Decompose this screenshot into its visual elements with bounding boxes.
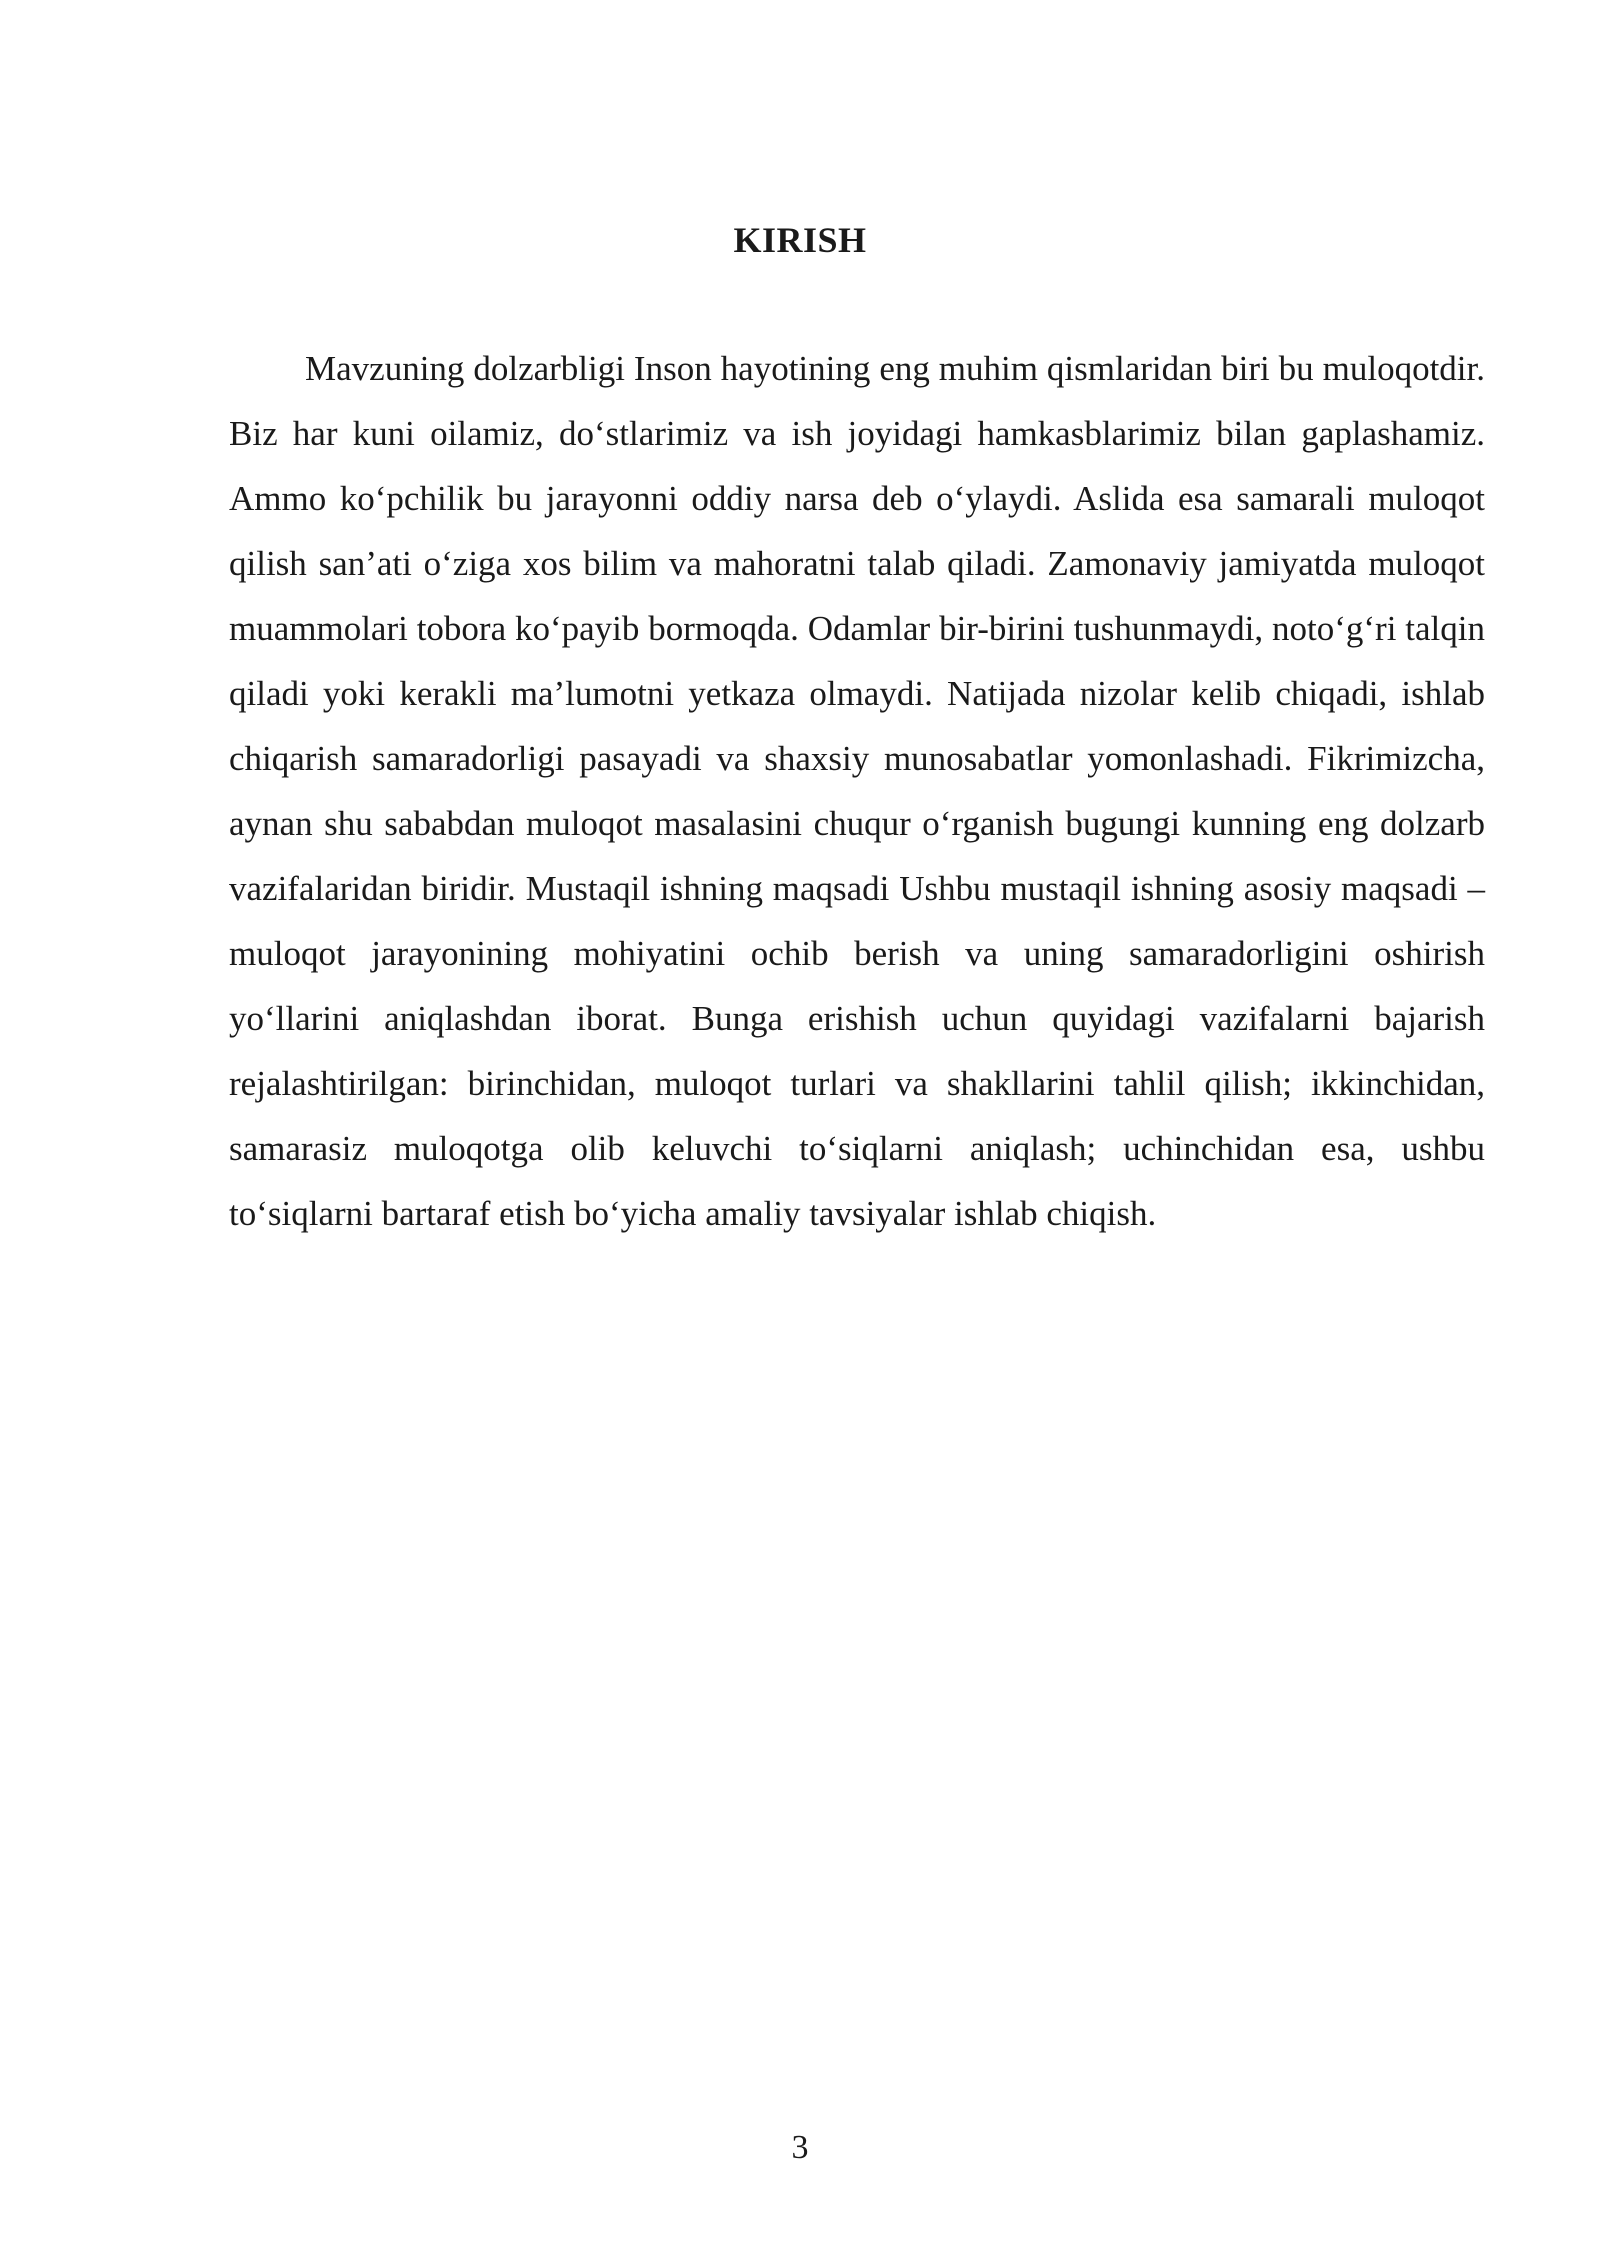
body-paragraph: Mavzuning dolzarbligi Inson hayotining eng muhim qismlaridan biri bu muloqotdir. Biz har kuni oilamiz, do‘stlarimiz va ish joyidagi hamkasblarimiz bilan gaplashamiz. Ammo ko‘pchilik bu jarayonni oddiy narsa deb o‘ylaydi. Aslida esa samarali muloqot qilish san’ati o‘ziga xos bilim va mahoratni talab qiladi. Zamonaviy jamiyatda muloqot muammolari tobora ko‘payib bormoqda. Odamlar bir-birini tushunmaydi, noto‘g‘ri talqin qiladi yoki kerakli ma’lumotni yetkaza olmaydi. Natijada nizolar kelib chiqadi, ishlab chiqarish samaradorligi pasayadi va shaxsiy munosabatlar yomonlashadi. Fikrimizcha, aynan shu sababdan muloqot masalasini chuqur o‘rganish bugungi kunning eng dolzarb vazifalaridan biridir. Mustaqil ishning maqsadi Ushbu mustaqil ishning asosiy maqsadi – muloqot jarayonining mohiyatini ochib berish va uning samaradorligini oshirish yo‘llarini aniqlashdan iborat. Bunga erishish uchun quyidagi vazifalarni bajarish rejalashtirilgan: birinchidan, muloqot turlari va shakllarini tahlil qilish; ikkinchidan, samarasiz muloqotga olib keluvchi to‘siqlarni aniqlash; uchinchidan esa, ushbu to‘siqlarni bartaraf etish bo‘yicha amaliy tavsiyalar ishlab chiqish.: [229, 349, 1485, 1233]
page-number: 3: [791, 2129, 809, 2166]
section-heading: KIRISH: [733, 220, 867, 260]
